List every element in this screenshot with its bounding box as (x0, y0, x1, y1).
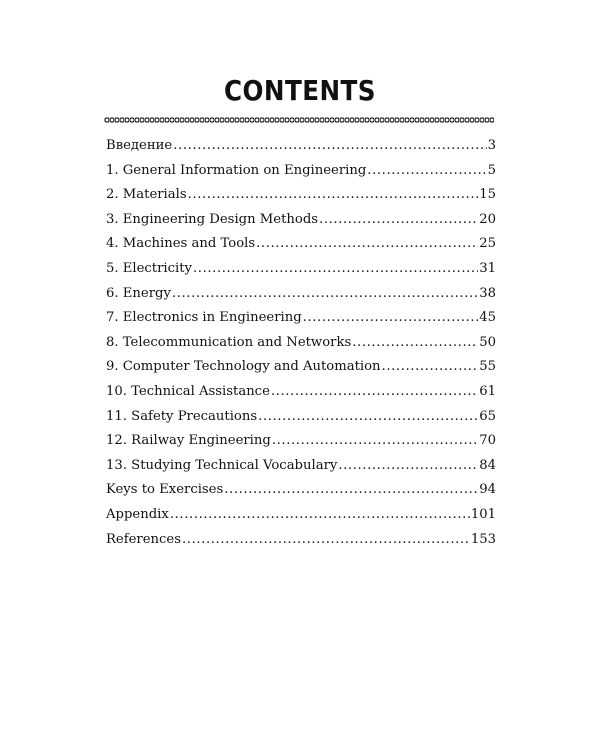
toc-entry-page: 15 (479, 187, 496, 203)
toc-entry-page: 61 (479, 383, 496, 399)
toc-entry (106, 310, 496, 335)
toc-entry (106, 507, 496, 532)
toc-leader-dots (338, 458, 478, 473)
toc-entry (106, 163, 496, 188)
toc-entry (106, 286, 496, 311)
toc-entry (106, 532, 496, 557)
toc-entry-label: 9. Computer Technology and Automation (106, 359, 381, 375)
toc-leader-dots (367, 163, 486, 178)
toc-entry (106, 335, 496, 360)
toc-entry-label: 2. Materials (106, 187, 187, 203)
toc-entry-label: 11. Safety Precautions (106, 408, 258, 424)
toc-entry (106, 187, 496, 212)
toc-entry-label: 13. Studying Technical Vocabulary (106, 457, 338, 473)
toc-entry-page: 153 (470, 531, 496, 547)
toc-leader-dots (258, 409, 478, 424)
toc-entry-page: 70 (479, 433, 496, 449)
toc-entry-page: 45 (479, 310, 496, 326)
toc-entry (106, 138, 496, 163)
toc-leader-dots (173, 138, 486, 153)
table-of-contents (106, 138, 496, 556)
toc-leader-dots (382, 359, 479, 374)
toc-entry (106, 482, 496, 507)
toc-entry-page: 50 (479, 334, 496, 350)
toc-entry-label: 4. Machines and Tools (106, 236, 256, 252)
toc-entry-page: 3 (487, 138, 496, 153)
toc-entry-label: 6. Energy (106, 285, 171, 301)
toc-leader-dots (352, 335, 478, 350)
toc-entry (106, 433, 496, 458)
toc-entry-label: 7. Electronics in Engineering (106, 310, 302, 326)
toc-entry-page: 94 (479, 482, 496, 498)
toc-leader-dots (193, 261, 478, 276)
toc-leader-dots (271, 384, 478, 399)
toc-leader-dots (182, 532, 470, 547)
toc-leader-dots (303, 310, 479, 325)
toc-entry-label: 8. Telecommunication and Networks (106, 334, 352, 350)
toc-entry-label: 3. Engineering Design Methods (106, 211, 319, 227)
toc-leader-dots (172, 286, 478, 301)
toc-leader-dots (272, 433, 478, 448)
toc-entry-page: 5 (487, 162, 496, 178)
toc-entry-label: 5. Electricity (106, 260, 192, 276)
toc-entry-label: References (106, 531, 181, 547)
toc-entry (106, 384, 496, 409)
toc-leader-dots (188, 187, 479, 202)
toc-entry-page: 84 (479, 457, 496, 473)
toc-entry-page: 20 (479, 211, 496, 227)
toc-entry-page: 101 (470, 506, 496, 522)
toc-entry-label: Appendix (106, 506, 169, 522)
toc-leader-dots (319, 212, 478, 227)
decorative-divider (104, 117, 494, 123)
toc-entry-page: 55 (479, 359, 496, 375)
toc-entry-label: 10. Technical Assistance (106, 383, 270, 399)
toc-entry-label: 1. General Information on Engineering (106, 162, 367, 178)
toc-entry (106, 212, 496, 237)
toc-entry (106, 409, 496, 434)
toc-entry (106, 236, 496, 261)
toc-leader-dots (170, 507, 470, 522)
toc-entry-label: 12. Railway Engineering (106, 433, 271, 449)
toc-entry-page: 31 (479, 260, 496, 276)
toc-leader-dots (224, 482, 478, 497)
toc-entry (106, 359, 496, 384)
toc-entry-page: 65 (479, 408, 496, 424)
toc-entry (106, 261, 496, 286)
toc-entry-page: 38 (479, 285, 496, 301)
page-title: CONTENTS (224, 74, 376, 107)
toc-entry-page: 25 (479, 236, 496, 252)
toc-entry-label: Keys to Exercises (106, 482, 224, 498)
toc-leader-dots (256, 236, 478, 251)
toc-entry-label: Введение (106, 138, 173, 153)
toc-entry (106, 458, 496, 483)
